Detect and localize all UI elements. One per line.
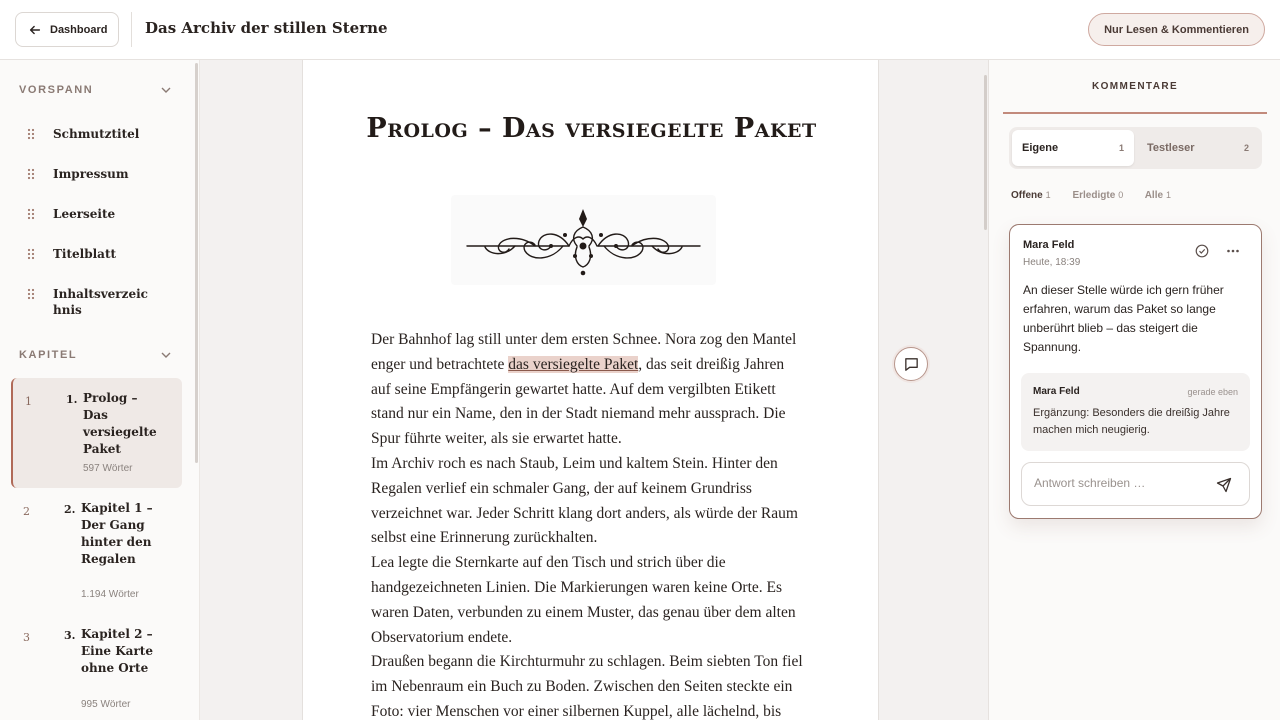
paragraph: Draußen begann die Kirchturmuhr zu schlagen. Beim siebten Ton fiel im Nebenraum ein Buch zu Boden. Zwischen den Seiten steckte ein Foto: vier Menschen vor einer silbernen Kuppel, alle lächelnd, bis	[371, 653, 803, 720]
reply-input-box	[1021, 462, 1250, 506]
panel-title-underline	[1003, 112, 1267, 114]
frontmatter-heading: VORSPANN	[19, 84, 94, 96]
paragraph: Lea legte die Sternkarte auf den Tisch und strich über die handgezeichneten Linien. Die Markierungen waren keine Orte. Es waren Daten, verbunden zu einem Muster, das genau über dem alten Observatorium endete.	[371, 554, 796, 646]
paragraph-text: , das seit dreißig Jahren auf seine Empfängerin gewartet hatte. Auf dem vergilbten Etikett stand nur ein Name, den in der Stadt niemand mehr aussprach. Die Spur führte weiter, als sie erwartet hatte.	[371, 355, 786, 448]
back-to-dashboard-button[interactable]	[15, 12, 119, 47]
chapter-word-count: 1.194 Wörter	[81, 589, 139, 600]
paragraph-text: Der Bahnhof lag still unter dem ersten Schnee. Nora zog den Mantel enger und betrachtete	[371, 331, 797, 373]
comment-thread-card[interactable]	[1009, 224, 1262, 519]
chevron-down-icon[interactable]	[160, 349, 172, 361]
sidebar-scrollbar[interactable]	[195, 63, 198, 463]
frontmatter-item-label: Inhaltsverzeichnis	[53, 287, 148, 317]
comment-body: An dieser Stelle würde ich gern früher erfahren, warum das Paket so lange unberührt blieb – das steigert die Spannung.	[1023, 283, 1224, 354]
tab-count: 1	[1118, 143, 1124, 153]
reply-timestamp: gerade eben	[1187, 387, 1238, 397]
comment-marker-button[interactable]	[894, 347, 928, 381]
filter-open[interactable]	[1011, 190, 1051, 201]
chapter-number: 1	[25, 395, 32, 408]
comment-author: Mara Feld	[1023, 239, 1075, 251]
frontmatter-item[interactable]	[25, 166, 175, 182]
frontmatter-item[interactable]	[25, 206, 175, 222]
frontmatter-item-label: Titelblatt	[53, 247, 117, 261]
comment-bubble-icon	[903, 356, 920, 373]
reply-input[interactable]	[1034, 476, 1204, 490]
chapter-index: 3.	[64, 629, 76, 642]
chapter-index: 1.	[66, 393, 78, 406]
send-icon[interactable]	[1216, 477, 1232, 493]
top-bar	[0, 0, 1280, 60]
chapter-sidebar	[0, 60, 200, 720]
editor-scrollbar[interactable]	[984, 75, 987, 230]
filter-all[interactable]	[1145, 190, 1171, 201]
comment-filters	[1011, 190, 1190, 201]
more-options-icon[interactable]	[1226, 244, 1240, 258]
manuscript-page	[302, 60, 879, 720]
chapter-number: 2	[23, 505, 30, 518]
frontmatter-item[interactable]	[25, 246, 175, 262]
tab-beta-readers[interactable]	[1137, 130, 1259, 166]
tab-label: Testleser	[1147, 142, 1195, 154]
filter-label: Erledigte	[1072, 190, 1116, 201]
paragraph: Im Archiv roch es nach Staub, Leim und kaltem Stein. Hinter den Regalen verlief ein schmaler Gang, der auf keinem Grundriss verzeichnet war. Jeder Schritt klang dort anders, als würde der Raum selbst eine Erinnerung zurückhalten.	[371, 454, 798, 547]
tab-own[interactable]	[1012, 130, 1134, 166]
drag-handle-icon[interactable]	[25, 128, 37, 140]
editor-area	[200, 60, 988, 720]
chapter-word-count: 597 Wörter	[83, 463, 133, 474]
commented-highlight[interactable]: das versiegelte Paket	[508, 355, 639, 373]
arrow-left-icon	[28, 23, 42, 37]
frontmatter-item[interactable]	[25, 286, 175, 318]
reply-author: Mara Feld	[1033, 386, 1080, 397]
resolve-check-icon[interactable]	[1195, 244, 1209, 258]
comments-panel-title: KOMMENTARE	[1091, 81, 1179, 92]
filter-count: 1	[1166, 190, 1172, 200]
filter-count: 0	[1118, 190, 1124, 200]
chapter-title: Kapitel 2 – Eine Karte ohne Orte	[81, 627, 153, 675]
drag-handle-icon[interactable]	[25, 248, 37, 260]
frontmatter-item-label: Schmutztitel	[53, 127, 140, 141]
chevron-down-icon[interactable]	[160, 84, 172, 96]
drag-handle-icon[interactable]	[25, 168, 37, 180]
chapter-title: Prolog – Das versiegelte Paket	[83, 391, 157, 456]
frontmatter-item-label: Leerseite	[53, 207, 116, 221]
chapter-index: 2.	[64, 503, 76, 516]
ornament-divider	[451, 195, 716, 285]
comment-reply	[1021, 373, 1250, 451]
tab-label: Eigene	[1022, 142, 1059, 154]
chapter-number: 3	[23, 631, 30, 644]
back-button-label: Dashboard	[50, 23, 108, 36]
paragraph	[371, 328, 803, 452]
filter-count: 1	[1045, 190, 1051, 200]
chapter-item[interactable]	[11, 498, 182, 610]
drag-handle-icon[interactable]	[25, 288, 37, 300]
chapter-item-active[interactable]	[11, 378, 182, 488]
header-divider	[131, 12, 132, 47]
chapters-heading: KAPITEL	[19, 349, 78, 361]
comment-timestamp: Heute, 18:39	[1023, 257, 1081, 268]
book-title: Das Archiv der stillen Sterne	[145, 19, 388, 37]
tab-count: 2	[1243, 143, 1249, 153]
filter-done[interactable]	[1072, 190, 1123, 201]
comment-source-tabs	[1009, 127, 1262, 169]
frontmatter-item-label: Impressum	[53, 167, 129, 181]
comments-panel	[988, 60, 1280, 720]
reply-body: Ergänzung: Besonders die dreißig Jahre machen mich neugierig.	[1033, 407, 1230, 436]
flourish-ornament-icon	[451, 195, 716, 285]
filter-label: Offene	[1011, 190, 1043, 201]
frontmatter-item[interactable]	[25, 126, 175, 142]
chapter-title: Kapitel 1 – Der Gang hinter den Regalen	[81, 501, 153, 566]
chapter-body-text[interactable]	[371, 328, 803, 720]
read-comment-mode-button[interactable]: Nur Lesen & Kommentieren	[1088, 13, 1265, 46]
filter-label: Alle	[1144, 190, 1164, 201]
drag-handle-icon[interactable]	[25, 208, 37, 220]
chapter-item[interactable]	[11, 624, 182, 720]
chapter-word-count: 995 Wörter	[81, 699, 131, 710]
chapter-heading: Prolog – Das versiegelte Paket	[366, 113, 817, 144]
